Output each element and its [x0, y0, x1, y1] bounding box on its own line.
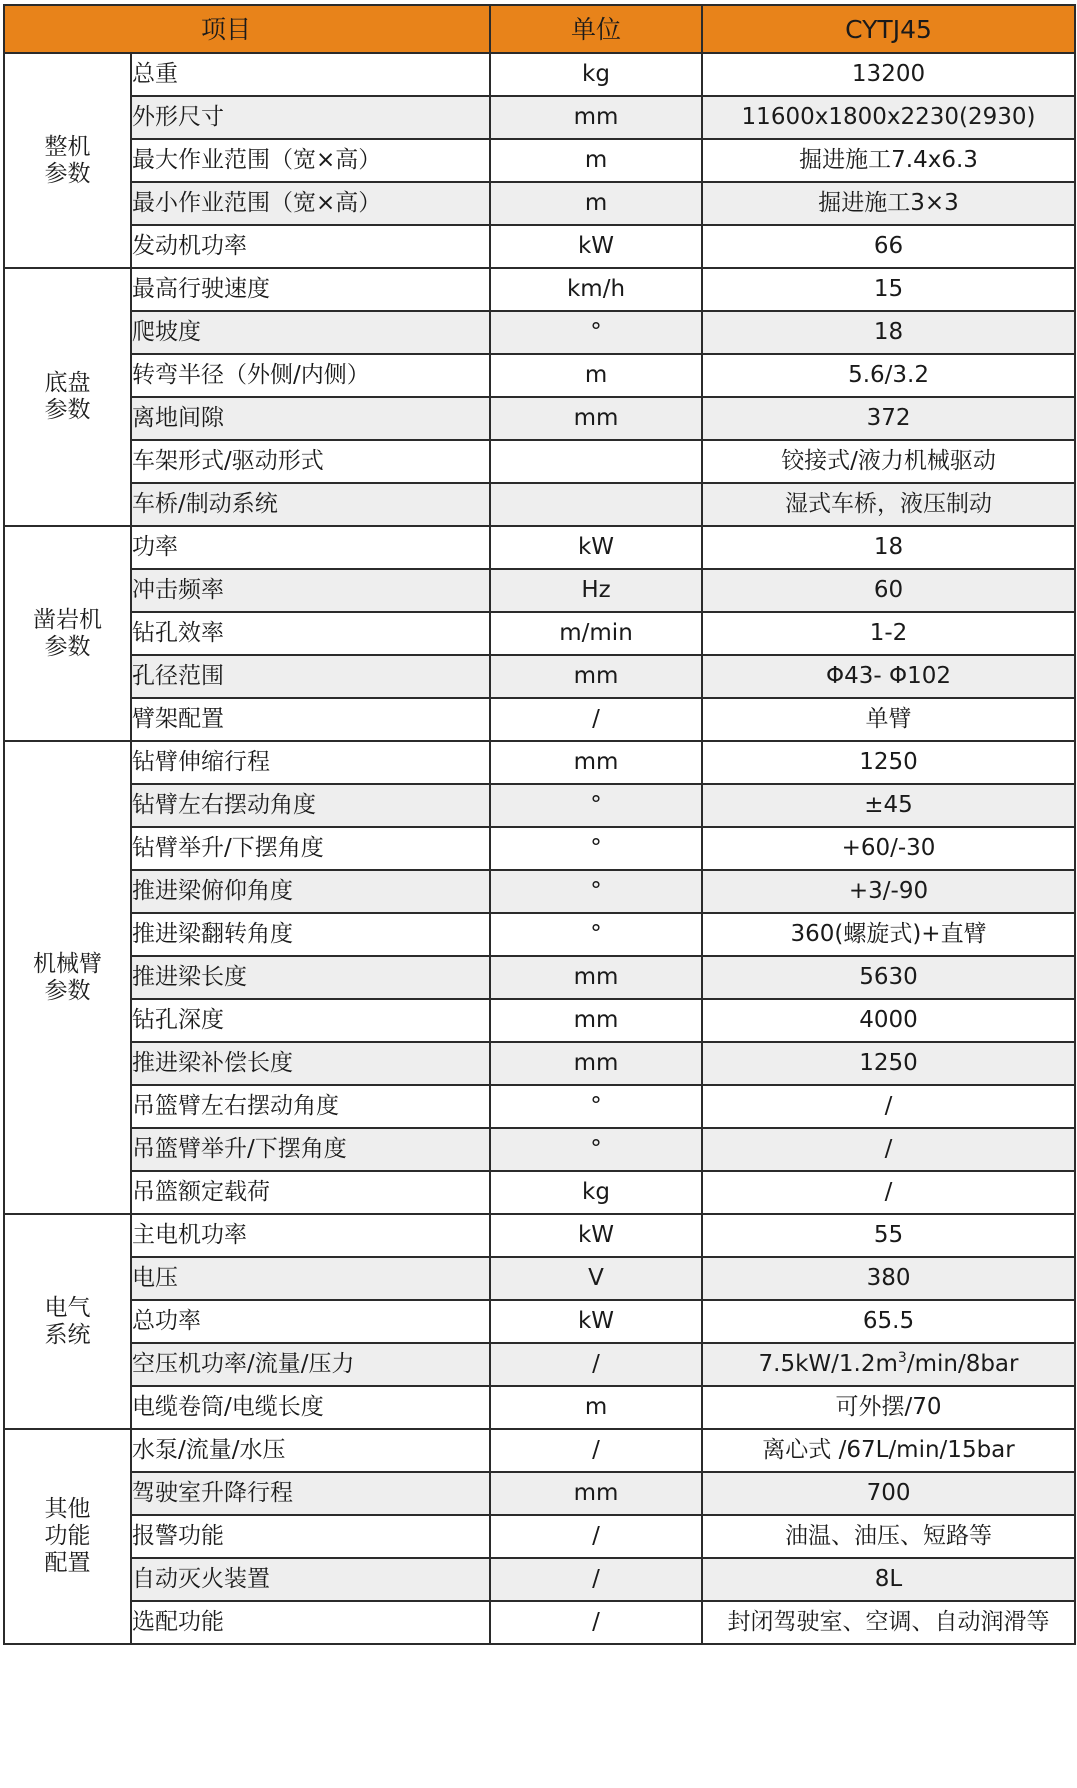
spec-value-cell: 铰接式/液力机械驱动 [702, 440, 1075, 483]
spec-unit-cell: kg [490, 1171, 702, 1214]
spec-item-cell: 吊篮臂左右摆动角度 [131, 1085, 490, 1128]
spec-unit-cell: mm [490, 96, 702, 139]
table-row [4, 526, 1075, 569]
spec-value-cell: 可外摆/70 [702, 1386, 1075, 1429]
table-row [4, 354, 1075, 397]
table-row [4, 1214, 1075, 1257]
spec-unit-cell: / [490, 1343, 702, 1386]
spec-unit-cell: mm [490, 1472, 702, 1515]
spec-item-cell: 钻臂伸缩行程 [131, 741, 490, 784]
spec-value-cell: 13200 [702, 53, 1075, 96]
spec-unit-cell [490, 483, 702, 526]
spec-value-cell: +60/-30 [702, 827, 1075, 870]
spec-value-cell: 8L [702, 1558, 1075, 1601]
spec-item-cell: 电压 [131, 1257, 490, 1300]
spec-value-cell: 372 [702, 397, 1075, 440]
spec-item-cell: 主电机功率 [131, 1214, 490, 1257]
spec-item-cell: 离地间隙 [131, 397, 490, 440]
spec-value-cell: 单臂 [702, 698, 1075, 741]
table-row [4, 956, 1075, 999]
spec-item-cell: 冲击频率 [131, 569, 490, 612]
table-row [4, 1343, 1075, 1386]
spec-unit-cell: m [490, 1386, 702, 1429]
spec-unit-cell: kW [490, 1214, 702, 1257]
spec-unit-cell: m [490, 139, 702, 182]
spec-value-cell: 65.5 [702, 1300, 1075, 1343]
spec-item-cell: 水泵/流量/水压 [131, 1429, 490, 1472]
table-row [4, 483, 1075, 526]
header-unit: 单位 [490, 5, 702, 53]
table-row [4, 1601, 1075, 1644]
spec-item-cell: 车桥/制动系统 [131, 483, 490, 526]
table-row [4, 1429, 1075, 1472]
spec-item-cell: 最大作业范围（宽×高） [131, 139, 490, 182]
spec-item-cell: 推进梁俯仰角度 [131, 870, 490, 913]
table-row [4, 655, 1075, 698]
table-row [4, 913, 1075, 956]
table-row [4, 1085, 1075, 1128]
table-row [4, 96, 1075, 139]
spec-unit-cell: m [490, 182, 702, 225]
spec-item-cell: 推进梁翻转角度 [131, 913, 490, 956]
spec-value-cell: 380 [702, 1257, 1075, 1300]
spec-item-cell: 转弯半径（外侧/内侧） [131, 354, 490, 397]
spec-value-cell: 1250 [702, 1042, 1075, 1085]
table-row [4, 225, 1075, 268]
group-label: 凿岩机 参数 [4, 526, 131, 741]
spec-unit-cell [490, 440, 702, 483]
spec-value-cell: 360(螺旋式)+直臂 [702, 913, 1075, 956]
spec-value-cell: 11600x1800x2230(2930) [702, 96, 1075, 139]
spec-value-cell: 5630 [702, 956, 1075, 999]
spec-unit-cell: ° [490, 1085, 702, 1128]
spec-unit-cell: / [490, 1429, 702, 1472]
table-row [4, 53, 1075, 96]
table-row [4, 1042, 1075, 1085]
spec-value-cell: / [702, 1085, 1075, 1128]
spec-item-cell: 车架形式/驱动形式 [131, 440, 490, 483]
spec-item-cell: 总重 [131, 53, 490, 96]
spec-unit-cell: mm [490, 1042, 702, 1085]
spec-item-cell: 选配功能 [131, 1601, 490, 1644]
spec-value-cell: 15 [702, 268, 1075, 311]
spec-item-cell: 钻臂举升/下摆角度 [131, 827, 490, 870]
spec-item-cell: 钻孔深度 [131, 999, 490, 1042]
spec-value-cell: 离心式 /67L/min/15bar [702, 1429, 1075, 1472]
group-label: 整机 参数 [4, 53, 131, 268]
spec-unit-cell: kW [490, 526, 702, 569]
spec-value-cell: 700 [702, 1472, 1075, 1515]
spec-value-cell: 55 [702, 1214, 1075, 1257]
spec-item-cell: 最小作业范围（宽×高） [131, 182, 490, 225]
spec-unit-cell: / [490, 1601, 702, 1644]
table-row [4, 139, 1075, 182]
spec-unit-cell: kW [490, 225, 702, 268]
spec-value-cell: 封闭驾驶室、空调、自动润滑等 [702, 1601, 1075, 1644]
spec-value-cell: 湿式车桥，液压制动 [702, 483, 1075, 526]
spec-item-cell: 功率 [131, 526, 490, 569]
spec-value-cell: 油温、油压、短路等 [702, 1515, 1075, 1558]
group-label: 其他 功能 配置 [4, 1429, 131, 1644]
spec-item-cell: 吊篮臂举升/下摆角度 [131, 1128, 490, 1171]
table-row [4, 311, 1075, 354]
spec-unit-cell: mm [490, 655, 702, 698]
spec-unit-cell: mm [490, 956, 702, 999]
spec-value-cell: / [702, 1128, 1075, 1171]
table-row [4, 870, 1075, 913]
spec-unit-cell: kg [490, 53, 702, 96]
table-row [4, 784, 1075, 827]
spec-value-cell: 掘进施工7.4x6.3 [702, 139, 1075, 182]
table-row [4, 741, 1075, 784]
header-item: 项目 [4, 5, 490, 53]
spec-unit-cell: Hz [490, 569, 702, 612]
spec-item-cell: 驾驶室升降行程 [131, 1472, 490, 1515]
spec-value-cell: +3/-90 [702, 870, 1075, 913]
spec-item-cell: 吊篮额定载荷 [131, 1171, 490, 1214]
spec-item-cell: 电缆卷筒/电缆长度 [131, 1386, 490, 1429]
spec-unit-cell: ° [490, 1128, 702, 1171]
spec-unit-cell: mm [490, 741, 702, 784]
spec-value-superscript: 3 [897, 1350, 907, 1366]
spec-unit-cell: / [490, 1558, 702, 1601]
spec-item-cell: 推进梁补偿长度 [131, 1042, 490, 1085]
spec-value-base: 7.5kW/1.2m [758, 1351, 898, 1377]
spec-unit-cell: V [490, 1257, 702, 1300]
table-row [4, 698, 1075, 741]
spec-unit-cell: km/h [490, 268, 702, 311]
table-row [4, 612, 1075, 655]
spec-unit-cell: m/min [490, 612, 702, 655]
spec-item-cell: 发动机功率 [131, 225, 490, 268]
spec-unit-cell: mm [490, 999, 702, 1042]
table-row [4, 999, 1075, 1042]
spec-value-cell: ±45 [702, 784, 1075, 827]
spec-item-cell: 最高行驶速度 [131, 268, 490, 311]
spec-value-cell: 1250 [702, 741, 1075, 784]
spec-value-cell: 66 [702, 225, 1075, 268]
spec-unit-cell: / [490, 698, 702, 741]
spec-item-cell: 外形尺寸 [131, 96, 490, 139]
spec-value-cell: 4000 [702, 999, 1075, 1042]
table-row [4, 827, 1075, 870]
spec-unit-cell: m [490, 354, 702, 397]
spec-value-cell: Φ43- Φ102 [702, 655, 1075, 698]
table-row [4, 1257, 1075, 1300]
spec-value-rest: /min/8bar [906, 1351, 1019, 1377]
spec-value-cell: 5.6/3.2 [702, 354, 1075, 397]
spec-unit-cell: ° [490, 913, 702, 956]
group-label: 底盘 参数 [4, 268, 131, 526]
spec-item-cell: 钻孔效率 [131, 612, 490, 655]
table-row [4, 1472, 1075, 1515]
spec-body [4, 53, 1075, 1644]
spec-table [3, 4, 1076, 1645]
spec-value-cell [702, 1343, 1075, 1386]
spec-value-cell: 18 [702, 526, 1075, 569]
table-row [4, 440, 1075, 483]
spec-value-cell: / [702, 1171, 1075, 1214]
table-row [4, 1300, 1075, 1343]
spec-value-cell: 1-2 [702, 612, 1075, 655]
table-row [4, 1128, 1075, 1171]
spec-unit-cell: ° [490, 870, 702, 913]
spec-value-cell: 60 [702, 569, 1075, 612]
spec-item-cell: 臂架配置 [131, 698, 490, 741]
spec-unit-cell: / [490, 1515, 702, 1558]
spec-item-cell: 推进梁长度 [131, 956, 490, 999]
group-label: 机械臂 参数 [4, 741, 131, 1214]
spec-value-cell: 掘进施工3×3 [702, 182, 1075, 225]
table-row [4, 182, 1075, 225]
spec-value-cell: 18 [702, 311, 1075, 354]
header-model: CYTJ45 [702, 5, 1075, 53]
spec-item-cell: 总功率 [131, 1300, 490, 1343]
spec-item-cell: 报警功能 [131, 1515, 490, 1558]
table-row [4, 397, 1075, 440]
spec-unit-cell: ° [490, 784, 702, 827]
spec-unit-cell: kW [490, 1300, 702, 1343]
spec-item-cell: 孔径范围 [131, 655, 490, 698]
table-row [4, 1386, 1075, 1429]
spec-unit-cell: ° [490, 311, 702, 354]
table-row [4, 569, 1075, 612]
group-label: 电气 系统 [4, 1214, 131, 1429]
table-row [4, 1515, 1075, 1558]
spec-unit-cell: mm [490, 397, 702, 440]
spec-item-cell: 自动灭火装置 [131, 1558, 490, 1601]
spec-item-cell: 空压机功率/流量/压力 [131, 1343, 490, 1386]
header-row [4, 5, 1075, 53]
table-row [4, 268, 1075, 311]
spec-item-cell: 爬坡度 [131, 311, 490, 354]
spec-unit-cell: ° [490, 827, 702, 870]
table-row [4, 1558, 1075, 1601]
table-row [4, 1171, 1075, 1214]
spec-item-cell: 钻臂左右摆动角度 [131, 784, 490, 827]
